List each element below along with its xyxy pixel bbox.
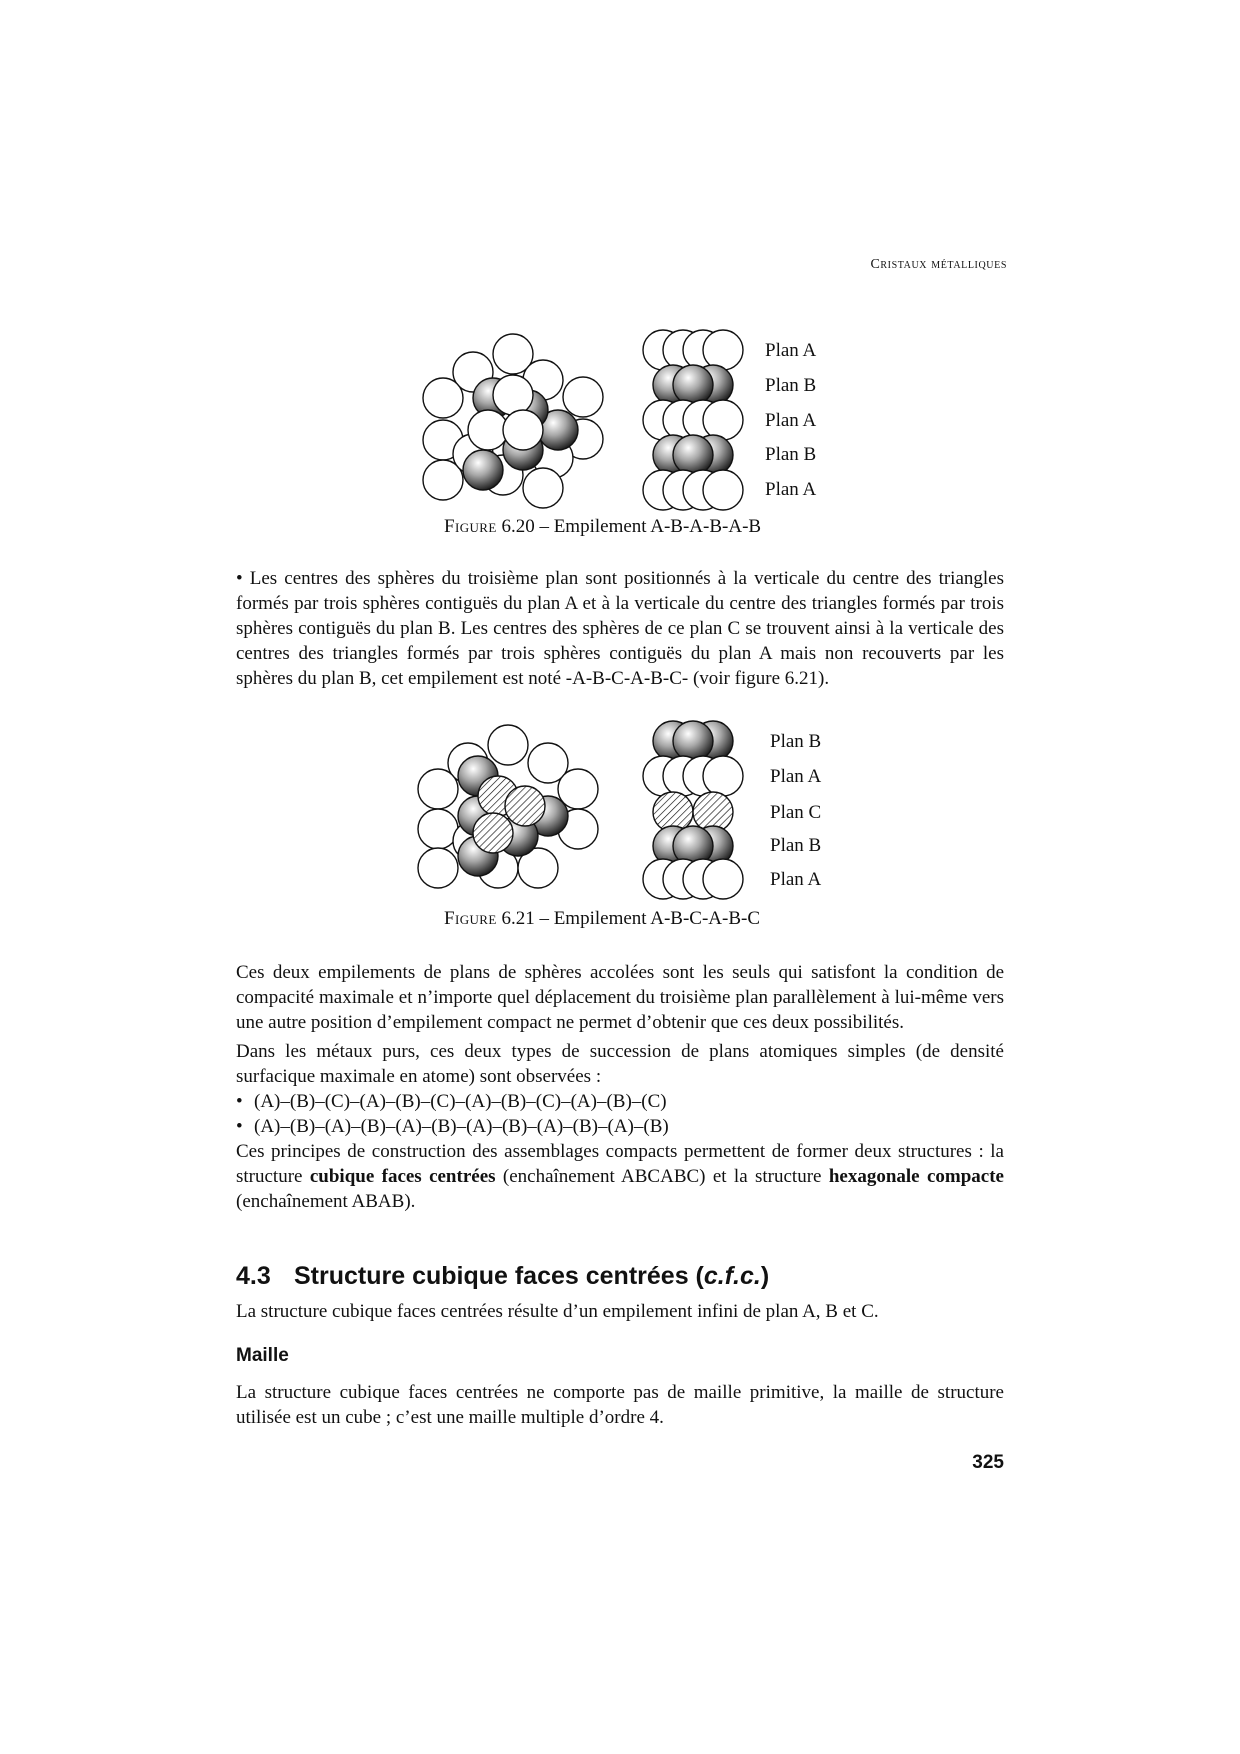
section-title-end: ): [760, 1262, 770, 1290]
figure-6-20-drawing: [410, 325, 830, 515]
plan-label: Plan A: [765, 410, 817, 431]
section-title: Structure cubique faces centrées (: [294, 1262, 704, 1290]
paragraph-compactness: Ces deux empilements de plans de sphères accolées sont les seuls qui satisfont la condition de compacité maximale et n’importe quel déplacement du troisième plan parallèlement à lui-même vers une autre position d’empilement compact ne permet d’obtenir que ces deux possibilités.: [236, 962, 1004, 1033]
plan-label: Plan A: [765, 479, 817, 500]
section-heading: [236, 1262, 769, 1291]
figure-6-21-drawing: [405, 716, 835, 906]
plan-label: Plan A: [770, 869, 822, 890]
plan-label: Plan A: [765, 340, 817, 361]
subsection-text: La structure cubique faces centrées ne comporte pas de maille primitive, la maille de structure utilisée est un cube ; c’est une maille multiple d’ordre 4.: [236, 1382, 1004, 1428]
section-title-abbrev: c.f.c.: [703, 1262, 761, 1290]
text-run: (enchaînement ABCABC) et la structure: [495, 1166, 829, 1187]
side-view: [643, 721, 743, 899]
bullet-dot: •: [236, 1116, 243, 1137]
text-run: Ces principes de construction des assemblages compacts permettent de former deux structures : la structure: [236, 1141, 1004, 1187]
caption-text: 6.20 – Empilement A-B-A-B-A-B: [496, 516, 762, 537]
bullet-text: (A)–(B)–(A)–(B)–(A)–(B)–(A)–(B)–(A)–(B)–(A)–(B): [254, 1116, 669, 1137]
plan-label: Plan C: [770, 802, 822, 823]
caption-figure-word: Figure: [444, 908, 497, 929]
plan-labels-6-21: [770, 731, 821, 890]
term-hc: hexagonale compacte: [828, 1166, 1004, 1187]
plan-labels-6-20: [765, 340, 816, 500]
text-after-figures: [236, 960, 1004, 1214]
bullet-text: (A)–(B)–(C)–(A)–(B)–(C)–(A)–(B)–(C)–(A)–(B)–(C): [254, 1091, 667, 1112]
text-run: (enchaînement ABAB).: [236, 1191, 416, 1212]
paragraph-pure-metals: Dans les métaux purs, ces deux types de succession de plans atomiques simples (de densité surfacique maximale en atome) sont observées :: [236, 1041, 1004, 1087]
subsection-body: [236, 1380, 1004, 1430]
bullet-abc-sequence: [236, 1089, 1004, 1114]
caption-text: 6.21 – Empilement A-B-C-A-B-C: [496, 908, 761, 929]
paragraph-principles: [236, 1139, 1004, 1214]
side-view: [643, 330, 743, 510]
figure-6-21: [405, 716, 835, 906]
running-header: Cristaux métalliques: [870, 257, 1007, 272]
section-intro: [236, 1299, 1004, 1324]
bullet-dot: •: [236, 1091, 243, 1112]
plan-label: Plan B: [770, 835, 822, 856]
bullet-ab-sequence: [236, 1114, 1004, 1139]
caption-figure-word: Figure: [444, 516, 497, 537]
term-cfc: cubique faces centrées: [309, 1166, 496, 1187]
figure-6-20-caption: [444, 516, 761, 538]
paragraph-text: • Les centres des sphères du troisième plan sont positionnés à la verticale du centre des triangles formés par trois sphères contiguës du plan A et à la verticale du centre des triangles formés par trois sphères contiguës du plan B. Les centres des sphères de ce plan C se trouvent ainsi à la verticale des centres des triangles formés par trois sphères contiguës du plan A mais non recouverts par les sphères du plan B, cet empilement est noté -A-B-C-A-B-C- (voir figure 6.21).: [236, 568, 1004, 689]
section-number: 4.3: [236, 1262, 271, 1290]
paragraph-stacking-abc: [236, 566, 1004, 691]
figure-6-20: [410, 325, 830, 515]
plan-label: Plan A: [770, 766, 822, 787]
plan-label: Plan B: [765, 375, 817, 396]
plan-label: Plan B: [765, 444, 817, 465]
section-intro-text: La structure cubique faces centrées résulte d’un empilement infini de plan A, B et C.: [236, 1301, 879, 1322]
plan-label: Plan B: [770, 731, 822, 752]
page-number: 325: [972, 1452, 1004, 1473]
figure-6-21-caption: [444, 908, 760, 930]
subsection-heading: Maille: [236, 1345, 289, 1366]
